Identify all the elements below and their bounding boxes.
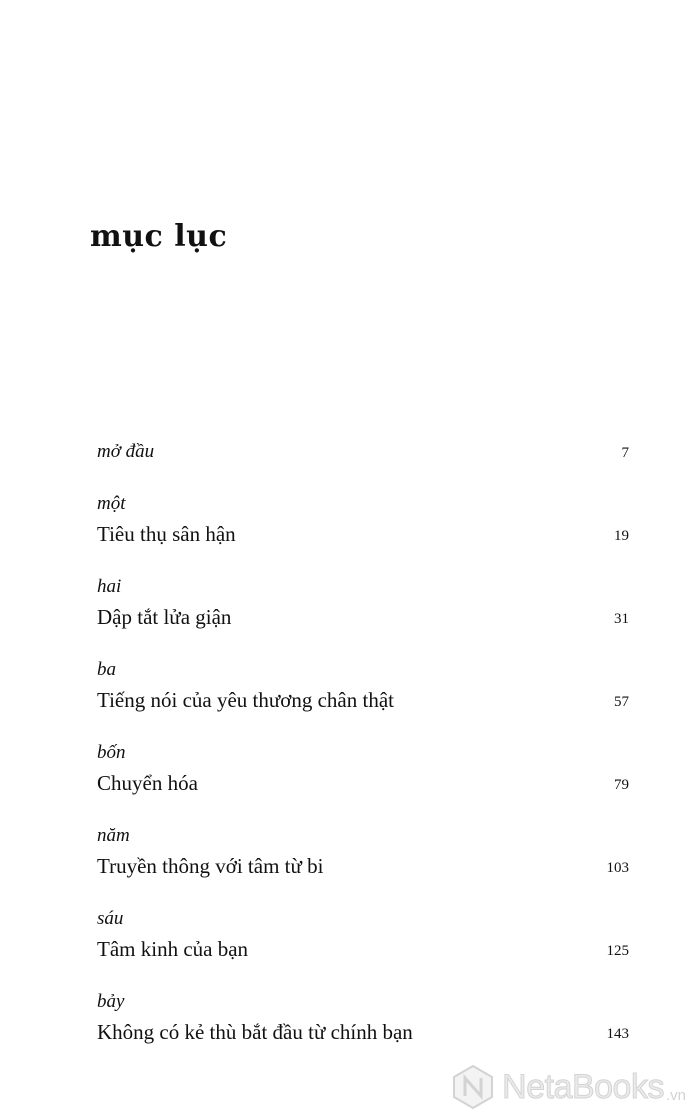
- chapter-title: Dập tắt lửa giận: [97, 605, 232, 629]
- toc-entry-4: [97, 743, 629, 803]
- toc-entry-2: [97, 577, 629, 637]
- chapter-label: một: [97, 493, 126, 514]
- page-number: 7: [621, 445, 629, 461]
- toc-entry-3: [97, 660, 629, 720]
- netabooks-logo-icon: [450, 1064, 496, 1110]
- page-number: 31: [614, 611, 629, 627]
- chapter-title: Tiêu thụ sân hận: [97, 522, 236, 546]
- page-number: 143: [606, 1026, 629, 1042]
- page-number: 125: [606, 943, 629, 959]
- toc-entry-intro: [97, 442, 629, 502]
- chapter-label: bảy: [97, 991, 125, 1012]
- chapter-label: năm: [97, 825, 130, 846]
- watermark-brand: NetaBooks: [502, 1068, 664, 1106]
- toc-entry-7: [97, 992, 629, 1052]
- chapter-label: hai: [97, 576, 122, 597]
- toc-entry-5: [97, 826, 629, 886]
- chapter-title: Truyền thông với tâm từ bi: [97, 854, 324, 878]
- page-number: 57: [614, 694, 629, 710]
- chapter-title: Tiếng nói của yêu thương chân thật: [97, 688, 394, 712]
- page-number: 103: [606, 860, 629, 876]
- page-number: 79: [614, 777, 629, 793]
- chapter-label: bốn: [97, 742, 126, 763]
- chapter-label: sáu: [97, 908, 124, 929]
- page-title: mục lục: [90, 219, 228, 254]
- chapter-title: Tâm kinh của bạn: [97, 937, 249, 961]
- watermark: [450, 1064, 686, 1110]
- chapter-label: mở đầu: [97, 441, 155, 462]
- chapter-title: Không có kẻ thù bắt đầu từ chính bạn: [97, 1020, 413, 1044]
- chapter-label: ba: [97, 659, 116, 680]
- chapter-title: Chuyển hóa: [97, 771, 198, 795]
- watermark-tld: .vn: [665, 1087, 686, 1104]
- page-number: 19: [614, 528, 629, 544]
- toc-entry-6: [97, 909, 629, 969]
- toc-entry-1: [97, 494, 629, 554]
